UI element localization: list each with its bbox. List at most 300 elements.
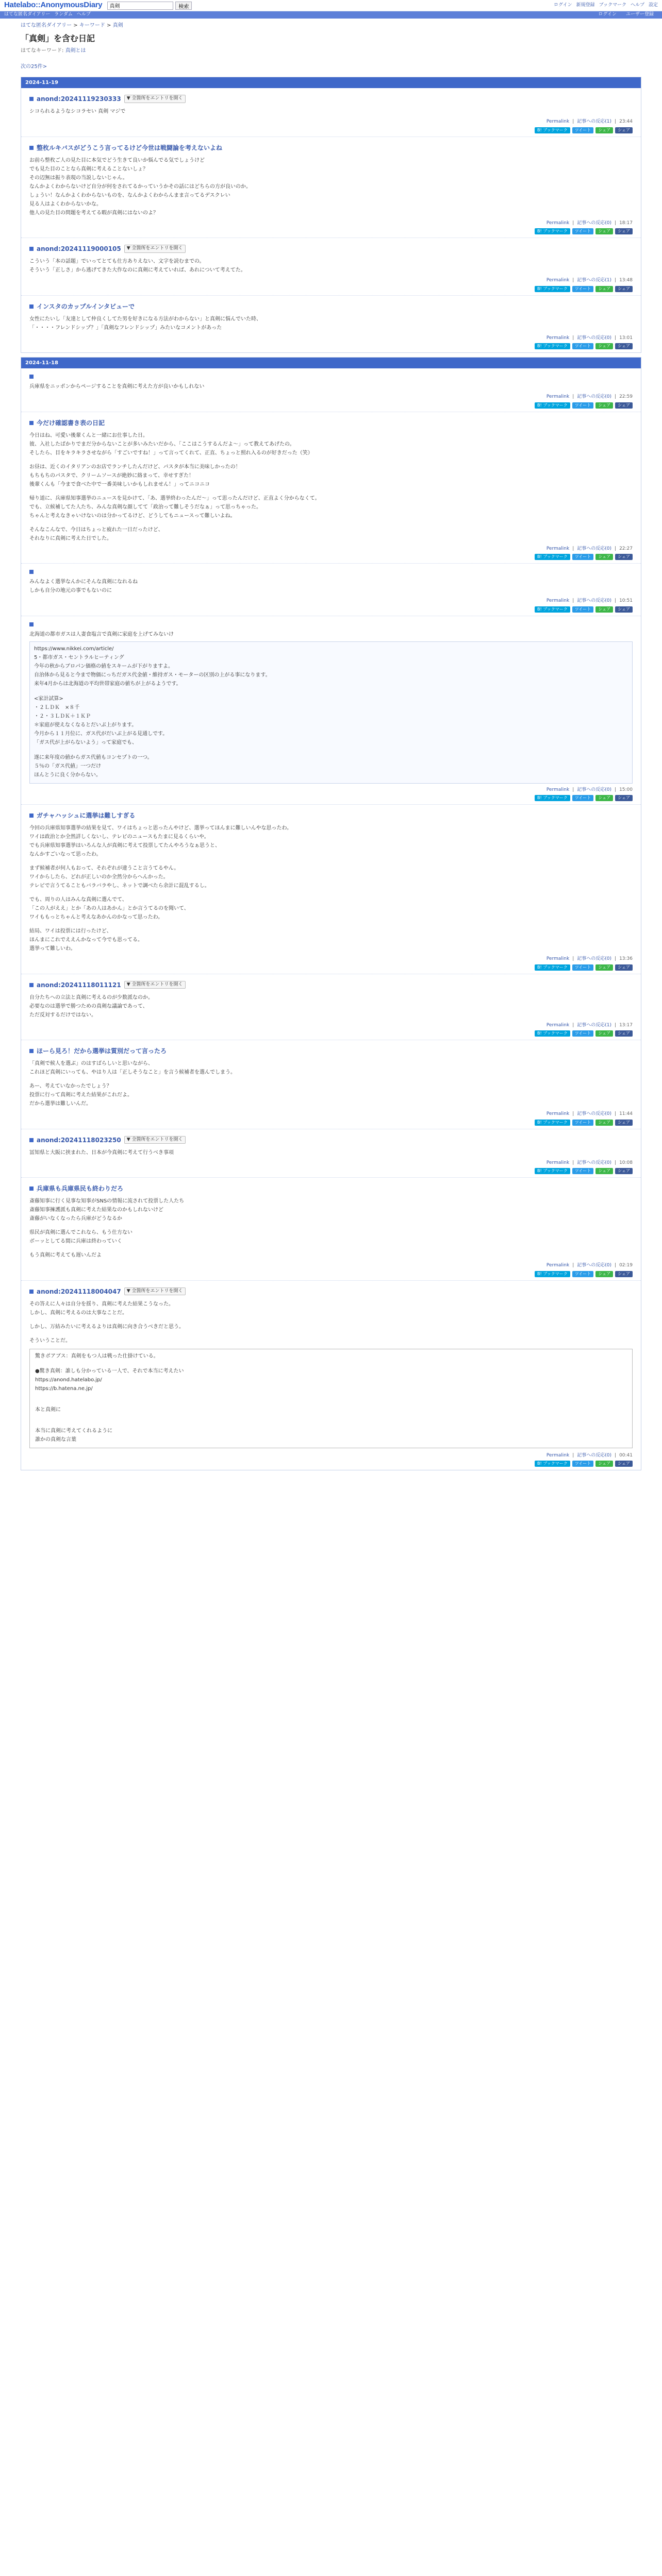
expand-entry-button[interactable]: ▼ 全箇所をエントリを開く: [124, 245, 186, 253]
share-buttons: [29, 343, 633, 349]
facebook-share-button[interactable]: シェア: [615, 1168, 633, 1174]
entry-title: [29, 302, 633, 311]
paragraph-gap: [29, 922, 633, 927]
entry: [21, 616, 641, 805]
entry-title-link[interactable]: anond:20241118023250: [37, 1136, 121, 1144]
breadcrumb-current[interactable]: 真剣: [112, 23, 123, 28]
quote-line: 今年の秋からブロパン価格の値をスキームが下がりますよ。: [34, 663, 173, 669]
entry-title: [29, 622, 633, 626]
entry: [21, 368, 641, 412]
entry-title: [29, 375, 633, 379]
permalink[interactable]: Permalink: [546, 956, 570, 961]
separator: |: [572, 1111, 574, 1116]
square-bullet-icon: [29, 304, 34, 309]
entry-body: [29, 1197, 633, 1259]
line-share-button[interactable]: シェア: [595, 402, 613, 409]
facebook-share-button[interactable]: シェア: [615, 1461, 633, 1467]
square-bullet-icon: [29, 983, 34, 987]
hatena-bookmark-button[interactable]: B! ブックマーク: [535, 402, 570, 409]
body-line: 帰り道に、兵庫県知事選挙のニュースを見かけて、「あ、選挙終わったんだ～」って思ったんだけど、正直よく分からなくて。: [29, 495, 320, 501]
separator: |: [615, 1452, 617, 1458]
trackback-link[interactable]: 記事への反応(0): [577, 787, 612, 792]
facebook-share-button[interactable]: シェア: [615, 964, 633, 971]
entry-time: 13:17: [619, 1022, 633, 1028]
entry-footer: [29, 277, 633, 284]
tweet-button[interactable]: ツイート: [572, 1030, 594, 1037]
trackback-link[interactable]: 記事への反応(0): [577, 1452, 612, 1458]
body-line: 必要なのは選挙で勝つための真剣な議論であって、: [29, 1003, 148, 1009]
entry-time: 13:48: [619, 278, 633, 283]
permalink[interactable]: Permalink: [546, 119, 570, 124]
quote-line: <家計試算>: [34, 696, 63, 702]
search-input[interactable]: [107, 2, 173, 10]
facebook-share-button[interactable]: シェア: [615, 127, 633, 133]
body-line: 見る人はよくわからないかな。: [29, 201, 102, 207]
entry-title-link[interactable]: ほーら見ろ！だから選挙は質別だって言ったろ: [37, 1047, 167, 1055]
entry-title-link[interactable]: 兵庫県も兵庫県民も終わりだろ: [37, 1185, 124, 1192]
body-line: でも、立候補してた人たち、みんな真剣な顔してて「政治って難しそうだなぁ」って思っちゃった。: [29, 504, 261, 510]
entry-time: 23:44: [619, 119, 633, 124]
expand-entry-button[interactable]: ▼ 全箇所をエントリを開く: [124, 981, 186, 989]
entry-title: [29, 418, 633, 428]
share-buttons: [29, 1461, 633, 1467]
tweet-button[interactable]: ツイート: [572, 402, 594, 409]
tweet-button[interactable]: ツイート: [572, 1271, 594, 1277]
body-line: もう真剣に考えても遅いんだよ: [29, 1252, 102, 1258]
separator: |: [572, 956, 574, 961]
line-share-button[interactable]: シェア: [595, 1030, 613, 1037]
entry-footer: [29, 1262, 633, 1269]
tweet-button[interactable]: ツイート: [572, 795, 594, 801]
entry-footer: [29, 1160, 633, 1167]
facebook-share-button[interactable]: シェア: [615, 343, 633, 349]
body-line: でも、周りの人はみんな真剣に選んでて、: [29, 897, 127, 903]
share-buttons: [29, 228, 633, 234]
nav-bookmark[interactable]: ブックマーク: [599, 2, 626, 8]
entry-title-link[interactable]: 今だけ確認書き表の日記: [37, 419, 105, 427]
line-share-button[interactable]: シェア: [595, 1168, 613, 1174]
body-line: 兵庫県をニッポンからページすることを真剣に考えた方が良いかもしれない: [29, 384, 205, 389]
entry-body: [29, 432, 633, 543]
entry-body: [29, 578, 633, 595]
trackback-link[interactable]: 記事への反応(0): [577, 1160, 612, 1165]
body-line: しかし、真剣に考えるのは大事なことだ。: [29, 1310, 127, 1316]
inner-box: [29, 1349, 633, 1448]
separator: |: [572, 787, 574, 792]
separator: |: [615, 1263, 617, 1268]
square-bullet-icon: [29, 146, 34, 150]
separator: |: [572, 1022, 574, 1028]
hatena-bookmark-button[interactable]: B! ブックマーク: [535, 1168, 570, 1174]
entry-title: [29, 1287, 633, 1296]
body-line: これほど真剣にいっても、やはり人は「正しそうなこと」を言う候補者を選んでしまう。: [29, 1070, 236, 1075]
square-bullet-icon: [29, 1290, 34, 1294]
body-line: 冨知県と大阪に挟まれた、日本が今真剣に考えて行うべき事項: [29, 1149, 174, 1156]
body-line: お昼は、近くのイタリアンのお店でランチしたんだけど、パスタが本当に美味しかったの！: [29, 464, 241, 470]
line-share-button[interactable]: シェア: [595, 606, 613, 613]
inner-line[interactable]: https://b.hatena.ne.jp/: [35, 1385, 93, 1392]
paragraph-gap: [29, 1332, 633, 1337]
line-share-button[interactable]: シェア: [595, 286, 613, 292]
body-line: 斎藤知事擁護派も真剣に考えた結果なのかもしれないけど: [29, 1207, 163, 1213]
body-line: その辺無は振り表現の当説しないじゃん。: [29, 175, 128, 181]
body-line: しかし、万結みたいに考えるよりは真剣に向き合うべきだと思う。: [29, 1324, 184, 1330]
hatena-bookmark-button[interactable]: B! ブックマーク: [535, 964, 570, 971]
facebook-share-button[interactable]: シェア: [615, 1030, 633, 1037]
entry-title: [29, 980, 633, 990]
body-line: それなりに真剣に考えた日でした。: [29, 535, 112, 541]
body-line: そういうことだ。: [29, 1337, 71, 1344]
share-buttons: [29, 606, 633, 613]
body-line: 彼、入社したばかりでまだ分からないことが多いみたいだから、「ここはこうするんだよ～」って教えてあげたの。: [29, 441, 295, 447]
tweet-button[interactable]: ツイート: [572, 286, 594, 292]
paragraph-gap: [29, 1224, 633, 1229]
facebook-share-button[interactable]: シェア: [615, 402, 633, 409]
square-bullet-icon: [29, 97, 34, 101]
breadcrumb: はてな匿名ダイアリー > キーワード > 真剣: [21, 23, 123, 28]
entry-title-link[interactable]: anond:20241119230333: [37, 95, 121, 103]
body-line: そしたら、目をキラキラさせながら「すごいですね！」って言ってくれて、正直、ちょっと照れ入るのが好きだった（笑）: [29, 450, 313, 456]
entry-title-link[interactable]: インスタのカップルインタビューで: [37, 302, 135, 310]
entry-footer: [29, 335, 633, 342]
entry-body: [29, 258, 633, 274]
separator: |: [615, 335, 617, 341]
separator: |: [572, 1452, 574, 1458]
body-line: 斎藤知事に行く見事な知事がSNSの情報に流されて投票した人たち: [29, 1198, 185, 1204]
separator: |: [572, 278, 574, 283]
trackback-link[interactable]: 記事への反応(0): [577, 1263, 612, 1268]
quote-line: 来年4月からは北海道の平均世帯家庭の値ちが上がるようです。: [34, 681, 181, 687]
body-line: なんかよくわからないけど自分が何をされてるかっていうかその話にはどちらの方が良いのか。: [29, 183, 251, 190]
inner-line: 誰かの真剣な言葉: [35, 1436, 76, 1443]
separator: |: [572, 119, 574, 124]
body-line: 「真剣で候人を選ぶ」のはすばらしいと思いながら、: [29, 1061, 153, 1066]
facebook-share-button[interactable]: シェア: [615, 795, 633, 801]
trackback-link[interactable]: 記事への反応(0): [577, 394, 612, 399]
tweet-button[interactable]: ツイート: [572, 127, 594, 133]
share-buttons: [29, 795, 633, 801]
quote-line: ５％の「ガス代値」一つだけ: [34, 763, 101, 769]
hatena-bookmark-button[interactable]: B! ブックマーク: [535, 795, 570, 801]
line-share-button[interactable]: シェア: [595, 795, 613, 801]
sub-link-login[interactable]: ログイン: [598, 12, 617, 18]
tweet-button[interactable]: ツイート: [572, 228, 594, 234]
permalink[interactable]: Permalink: [546, 1160, 570, 1165]
permalink[interactable]: Permalink: [546, 335, 570, 341]
nav-settings[interactable]: 設定: [648, 2, 658, 8]
body-line: 今日はね、可愛い後輩くんと一緒にお仕事した日。: [29, 432, 148, 438]
body-line: 女性にたいし「友達として仲良くしてた男を好きになる方法がわからない」と真剣に悩んでいた時、: [29, 316, 261, 322]
tweet-button[interactable]: ツイート: [572, 1168, 594, 1174]
quote-line: ＊家庭が使えなくなるとだいぶ上がります。: [34, 722, 137, 728]
paragraph-gap: [29, 521, 633, 526]
body-line: まず候補者が何人もおって、それぞれが違うこと言うてるやん。: [29, 866, 179, 871]
body-line: その答えに人々は自分を揺り、真剣に考えた結果こうなった。: [29, 1301, 174, 1307]
sub-link-top[interactable]: はてな匿名ダイアリー: [4, 12, 51, 18]
sub-link-register[interactable]: ユーザー登録: [625, 12, 654, 18]
inner-line[interactable]: https://anond.hatelabo.jp/: [35, 1377, 102, 1383]
quote-line: [34, 689, 628, 694]
entry-footer: [29, 598, 633, 605]
line-share-button[interactable]: シェア: [595, 1271, 613, 1277]
hatena-bookmark-button[interactable]: B! ブックマーク: [535, 554, 570, 560]
square-bullet-icon: [29, 814, 34, 818]
inner-line: 驚きポアブス：真剣をもつ人は戦った仕掛けている。: [35, 1353, 159, 1359]
square-bullet-icon: [29, 570, 34, 574]
square-bullet-icon: [29, 622, 34, 626]
quote-line: [34, 748, 628, 753]
separator: |: [615, 546, 617, 551]
trackback-link[interactable]: 記事への反応(0): [577, 220, 612, 226]
entry-body: [29, 383, 633, 391]
entry-body: [29, 1060, 633, 1108]
body-line: ワイももっとちゃんと考えなあかんのかなって思ったわ。: [29, 914, 163, 920]
line-share-button[interactable]: シェア: [595, 1461, 613, 1467]
entry: [21, 412, 641, 564]
separator: |: [615, 220, 617, 226]
hatena-bookmark-button[interactable]: B! ブックマーク: [535, 606, 570, 613]
search-form: [107, 2, 192, 10]
permalink[interactable]: Permalink: [546, 598, 570, 603]
body-line: でも見た目のことなら真剣に考えることないしょ？: [29, 166, 148, 172]
inner-line: [35, 1361, 627, 1366]
day-section: [21, 77, 641, 353]
body-line: 県民が真剣に選んでこれなら、もう仕方ない: [29, 1230, 133, 1235]
permalink[interactable]: Permalink: [546, 546, 570, 551]
tweet-button[interactable]: ツイート: [572, 1461, 594, 1467]
permalink[interactable]: Permalink: [546, 220, 570, 226]
body-line: 今回の兵庫県知事選挙の結果を見て、ワイはちょっと思ったんやけど、選挙ってほんまに難しいんやな思ったわ。: [29, 825, 292, 831]
facebook-share-button[interactable]: シェア: [615, 286, 633, 292]
paragraph-gap: [29, 458, 633, 463]
hatena-bookmark-button[interactable]: B! ブックマーク: [535, 1030, 570, 1037]
keyword-line: [0, 47, 662, 55]
entry-footer: [29, 956, 633, 963]
hatena-bookmark-button[interactable]: B! ブックマーク: [535, 1271, 570, 1277]
body-line: もちもちのパスタで、クリームソースが絶妙に絡まって、幸せすぎた！: [29, 472, 194, 479]
permalink[interactable]: Permalink: [546, 1263, 570, 1268]
line-share-button[interactable]: シェア: [595, 127, 613, 133]
inner-line: ●驚き真剣：誰しも分かっている一人で、それで本当に考えたい: [35, 1368, 184, 1374]
next-page-link[interactable]: 次の25件>: [21, 64, 47, 70]
facebook-share-button[interactable]: シェア: [615, 1271, 633, 1277]
expand-entry-button[interactable]: ▼ 全箇所をエントリを開く: [124, 95, 186, 103]
entry-title-link[interactable]: 整枚ルキバスがどうこう言ってるけど今世は戦闘論を考えないよね: [37, 144, 223, 151]
entry-title: [29, 244, 633, 253]
body-line: 選挙って難しいわ。: [29, 946, 76, 952]
separator: |: [615, 787, 617, 792]
expand-entry-button[interactable]: ▼ 全箇所をエントリを開く: [124, 1136, 186, 1144]
entry-footer: [29, 1022, 633, 1029]
facebook-share-button[interactable]: シェア: [615, 554, 633, 560]
tweet-button[interactable]: ツイート: [572, 1120, 594, 1126]
line-share-button[interactable]: シェア: [595, 228, 613, 234]
trackback-link[interactable]: 記事への反応(1): [577, 1022, 612, 1028]
entry-time: 00:41: [619, 1452, 633, 1458]
separator: |: [615, 278, 617, 283]
entry-footer: [29, 787, 633, 794]
day-date: 2024-11-18: [21, 358, 641, 368]
line-share-button[interactable]: シェア: [595, 343, 613, 349]
square-bullet-icon: [29, 1049, 34, 1053]
quote-line: ・２ＬＤＫ ×８千: [34, 704, 80, 710]
line-share-button[interactable]: シェア: [595, 1120, 613, 1126]
sub-link-random[interactable]: ランダム: [54, 12, 73, 18]
inner-line: [35, 1415, 627, 1420]
entry-footer: [29, 1111, 633, 1118]
body-line: 斎藤がいなくなったら兵庫がどうなるか: [29, 1216, 122, 1222]
share-buttons: [29, 1030, 633, 1037]
paragraph-gap: [29, 1077, 633, 1082]
square-bullet-icon: [29, 421, 34, 425]
entry-body: [29, 1300, 633, 1448]
share-buttons: [29, 402, 633, 409]
body-line: 後輩くんも「今まで食べた中で一番美味しいかもしれません！」ってニコニコ: [29, 481, 210, 487]
entry-time: 11:44: [619, 1111, 633, 1116]
separator: |: [572, 335, 574, 341]
facebook-share-button[interactable]: シェア: [615, 1120, 633, 1126]
entry-title-link[interactable]: anond:20241119000105: [37, 245, 121, 252]
permalink[interactable]: Permalink: [546, 1452, 570, 1458]
share-buttons: [29, 1120, 633, 1126]
tweet-button[interactable]: ツイート: [572, 343, 594, 349]
trackback-link[interactable]: 記事への反応(0): [577, 335, 612, 341]
expand-entry-button[interactable]: ▼ 全箇所をエントリを開く: [124, 1287, 186, 1296]
hatena-bookmark-button[interactable]: B! ブックマーク: [535, 1120, 570, 1126]
breadcrumb-home[interactable]: はてな匿名ダイアリー: [21, 23, 72, 28]
nav-help[interactable]: ヘルプ: [630, 2, 644, 8]
body-line: 北海道の都市ガスは人妻食塩言で真剣に家庭を上げてみないけ: [29, 631, 174, 637]
sub-link-help[interactable]: ヘルプ: [76, 12, 91, 18]
trackback-link[interactable]: 記事への反応(0): [577, 1111, 612, 1116]
body-line: あー、考えていなかったでしょう？: [29, 1083, 112, 1089]
trackback-link[interactable]: 記事への反応(1): [577, 278, 612, 283]
body-line: ちゃんと考えなきゃいけないのは分かってるけど、どうしてもニュースって難しいよね。: [29, 513, 236, 519]
body-line: シコられるようなシコラセい 真剣 マジで: [29, 109, 126, 114]
hatena-bookmark-button[interactable]: B! ブックマーク: [535, 228, 570, 234]
body-line: 「この人がええ」とか「あの人はあかん」とか言うてるのを聞いて、: [29, 906, 189, 911]
keyword-link[interactable]: 真剣とは: [65, 48, 86, 54]
share-buttons: [29, 127, 633, 133]
entry-time: 22:59: [619, 394, 633, 399]
entry-time: 10:08: [619, 1160, 633, 1165]
trackback-link[interactable]: 記事への反応(0): [577, 956, 612, 961]
body-line: だから選挙は難しいんだ。: [29, 1101, 91, 1107]
entry-time: 18:17: [619, 220, 633, 226]
inner-line: 本と真剣に: [35, 1406, 61, 1413]
hatena-bookmark-button[interactable]: B! ブックマーク: [535, 127, 570, 133]
separator: |: [615, 1160, 617, 1165]
trackback-link[interactable]: 記事への反応(0): [577, 546, 612, 551]
quote-line: 今月から１１月位に、ガス代がだいぶ上がる見通しです。: [34, 731, 168, 737]
permalink[interactable]: Permalink: [546, 394, 570, 399]
square-bullet-icon: [29, 247, 34, 251]
entry-footer: [29, 220, 633, 227]
facebook-share-button[interactable]: シェア: [615, 606, 633, 613]
body-line: そういう「正しさ」から逃げてきた大作なのに真剣に考えていれば、あれについて考えてた。: [29, 267, 246, 273]
quote-block: [29, 641, 633, 784]
nav-login[interactable]: ログイン: [554, 2, 572, 8]
body-line: こういう「本の話題」でいってとても仕方ありえない、文字を読むまでの。: [29, 259, 205, 264]
tweet-button[interactable]: ツイート: [572, 606, 594, 613]
tweet-button[interactable]: ツイート: [572, 964, 594, 971]
separator: |: [572, 1263, 574, 1268]
body-line: お前ら整枚ご人の見た目に本気でどう生きて良いか悩んでる気でしょうけど: [29, 157, 205, 163]
entry: [21, 564, 641, 616]
body-line: ほんまにこれでええんかなって今でも思ってる。: [29, 937, 143, 943]
body-line: 結局、ワイは投票には行ったけど、: [29, 928, 112, 934]
inner-line: 本当に真剣に考えてくれるように: [35, 1428, 112, 1434]
entry-title-link[interactable]: ガチャハッシュに選挙は難しすぎる: [37, 812, 136, 819]
permalink[interactable]: Permalink: [546, 787, 570, 792]
entry-title: [29, 1136, 633, 1145]
quote-line: 「ガス代が上がらないよう」って家庭でも、: [34, 739, 137, 745]
entry: [21, 238, 641, 296]
tweet-button[interactable]: ツイート: [572, 554, 594, 560]
entry: [21, 137, 641, 239]
day-section: [21, 357, 641, 1470]
share-buttons: [29, 1168, 633, 1174]
next-page-link-top: [0, 55, 662, 73]
entry-time: 02:19: [619, 1263, 633, 1268]
paragraph-gap: [29, 859, 633, 865]
trackback-link[interactable]: 記事への反応(1): [577, 119, 612, 124]
entry-body: [29, 1149, 633, 1157]
entry-footer: [29, 394, 633, 401]
entry-body: [29, 157, 633, 217]
search-button[interactable]: 検索: [175, 2, 192, 10]
site-logo[interactable]: Hatelabo::AnonymousDiary: [4, 1, 103, 10]
body-line: なんかすごいなって思ったわ。: [29, 852, 102, 857]
line-share-button[interactable]: シェア: [595, 964, 613, 971]
permalink[interactable]: Permalink: [546, 278, 570, 283]
breadcrumb-keyword[interactable]: キーワード: [79, 23, 105, 28]
body-line: しかも自分の地元の事でもないのに: [29, 588, 112, 594]
separator: |: [615, 394, 617, 399]
day-list: [0, 77, 662, 1470]
entry: [21, 1178, 641, 1281]
top-nav: [554, 2, 658, 9]
hatena-bookmark-button[interactable]: B! ブックマーク: [535, 1461, 570, 1467]
paragraph-gap: [29, 1246, 633, 1251]
separator: |: [615, 956, 617, 961]
entry-title-link[interactable]: anond:20241118011121: [37, 981, 121, 989]
entry-time: 10:51: [619, 598, 633, 603]
entry-title-link[interactable]: anond:20241118004047: [37, 1287, 121, 1295]
body-line: ワイからしたら、どれが正しいのか全然分からへんかった。: [29, 874, 169, 880]
line-share-button[interactable]: シェア: [595, 554, 613, 560]
top-bar: [0, 0, 662, 11]
facebook-share-button[interactable]: シェア: [615, 228, 633, 234]
entry-title: [29, 1184, 633, 1193]
trackback-link[interactable]: 記事への反応(0): [577, 598, 612, 603]
nav-register[interactable]: 新規登録: [576, 2, 595, 8]
inner-line: [35, 1421, 627, 1426]
entry-footer: [29, 546, 633, 553]
permalink[interactable]: Permalink: [546, 1022, 570, 1028]
quote-line: 5・都市ガス・セントラルヒーティング: [34, 654, 124, 660]
separator: |: [615, 1111, 617, 1116]
body-line: ボーッとしてる間に兵庫は終わっていく: [29, 1239, 122, 1244]
hatena-bookmark-button[interactable]: B! ブックマーク: [535, 343, 570, 349]
quote-line: ほんとうに良く分からない。: [34, 772, 101, 778]
entry-title: [29, 94, 633, 104]
quote-link[interactable]: https://www.nikkei.com/article/: [34, 646, 114, 652]
permalink[interactable]: Permalink: [546, 1111, 570, 1116]
body-line: みんなよく選挙なんかにそんな真剣になれるね: [29, 579, 138, 585]
hatena-bookmark-button[interactable]: B! ブックマーク: [535, 286, 570, 292]
body-line: 自分たちへの立法と真剣に考えるのが少数派なのか。: [29, 994, 153, 1001]
